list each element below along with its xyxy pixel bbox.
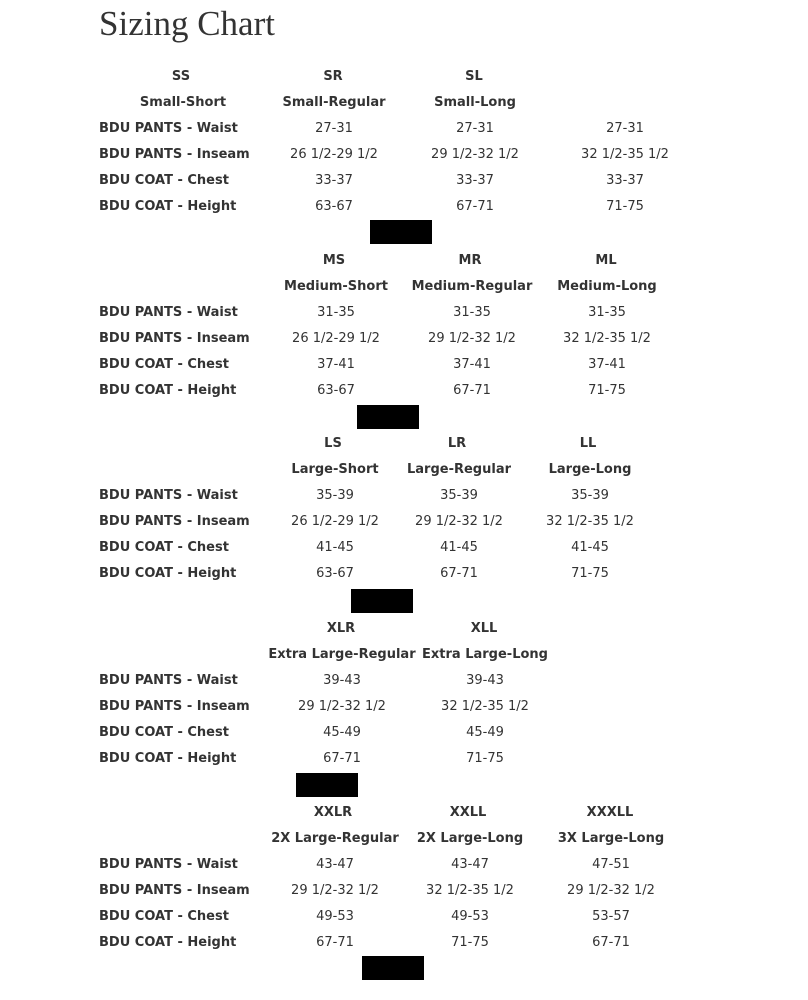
table-cell: 39-43 (466, 673, 504, 688)
size-name: Large-Regular (406, 462, 512, 477)
redaction-bar (362, 956, 424, 980)
row-label: BDU COAT - Chest (99, 909, 229, 924)
row-label: BDU PANTS - Inseam (99, 883, 250, 898)
table-cell: 63-67 (317, 383, 355, 398)
table-cell: 71-75 (451, 935, 489, 950)
row-label: BDU PANTS - Waist (99, 305, 238, 320)
table-cell: 29 1/2-32 1/2 (567, 883, 655, 898)
table-cell: 63-67 (316, 566, 354, 581)
table-cell: 29 1/2-32 1/2 (431, 147, 519, 162)
table-cell: 41-45 (316, 540, 354, 555)
table-cell: 27-31 (606, 121, 644, 136)
table-cell: 63-67 (315, 199, 353, 214)
size-code: LS (324, 436, 342, 451)
size-code: MS (322, 253, 346, 268)
table-cell: 33-37 (456, 173, 494, 188)
table-cell: 35-39 (440, 488, 478, 503)
table-cell: 71-75 (466, 751, 504, 766)
size-name: 2X Large-Long (416, 831, 524, 846)
size-code: XXXLL (586, 805, 634, 820)
table-cell: 32 1/2-35 1/2 (426, 883, 514, 898)
row-label: BDU COAT - Chest (99, 173, 229, 188)
row-label: BDU COAT - Height (99, 383, 237, 398)
size-code: SR (323, 69, 343, 84)
table-cell: 26 1/2-29 1/2 (291, 514, 379, 529)
table-cell: 41-45 (440, 540, 478, 555)
table-cell: 71-75 (606, 199, 644, 214)
row-label: BDU PANTS - Waist (99, 121, 238, 136)
row-label: BDU COAT - Chest (99, 725, 229, 740)
table-cell: 29 1/2-32 1/2 (428, 331, 516, 346)
table-cell: 37-41 (588, 357, 626, 372)
size-code: XXLL (449, 805, 487, 820)
size-name: Medium-Long (557, 279, 657, 294)
size-code: ML (595, 253, 617, 268)
size-name: Medium-Regular (411, 279, 533, 294)
table-cell: 26 1/2-29 1/2 (292, 331, 380, 346)
table-cell: 29 1/2-32 1/2 (415, 514, 503, 529)
table-cell: 43-47 (451, 857, 489, 872)
size-code: LL (579, 436, 597, 451)
table-cell: 67-71 (440, 566, 478, 581)
table-cell: 47-51 (592, 857, 630, 872)
table-cell: 32 1/2-35 1/2 (546, 514, 634, 529)
table-cell: 71-75 (588, 383, 626, 398)
table-cell: 35-39 (571, 488, 609, 503)
table-cell: 32 1/2-35 1/2 (581, 147, 669, 162)
row-label: BDU PANTS - Inseam (99, 699, 250, 714)
table-cell: 53-57 (592, 909, 630, 924)
size-name: 3X Large-Long (557, 831, 665, 846)
table-cell: 31-35 (317, 305, 355, 320)
table-cell: 33-37 (315, 173, 353, 188)
row-label: BDU COAT - Height (99, 199, 237, 214)
table-cell: 41-45 (571, 540, 609, 555)
row-label: BDU COAT - Height (99, 566, 237, 581)
table-cell: 32 1/2-35 1/2 (441, 699, 529, 714)
row-label: BDU COAT - Chest (99, 357, 229, 372)
table-cell: 27-31 (456, 121, 494, 136)
row-label: BDU PANTS - Waist (99, 857, 238, 872)
table-cell: 26 1/2-29 1/2 (290, 147, 378, 162)
table-cell: 27-31 (315, 121, 353, 136)
size-name: Small-Long (434, 95, 516, 110)
row-label: BDU COAT - Height (99, 935, 237, 950)
redaction-bar (296, 773, 358, 797)
size-name: Extra Large-Regular (268, 647, 416, 662)
table-cell: 37-41 (453, 357, 491, 372)
size-code: XXLR (313, 805, 353, 820)
table-cell: 67-71 (456, 199, 494, 214)
size-code: XLR (326, 621, 356, 636)
table-cell: 31-35 (588, 305, 626, 320)
size-code: SL (465, 69, 483, 84)
table-cell: 39-43 (323, 673, 361, 688)
table-cell: 45-49 (323, 725, 361, 740)
size-name: Small-Regular (282, 95, 386, 110)
table-cell: 35-39 (316, 488, 354, 503)
size-name: Small-Short (139, 95, 227, 110)
table-cell: 45-49 (466, 725, 504, 740)
row-label: BDU PANTS - Inseam (99, 147, 250, 162)
size-code: XLL (470, 621, 498, 636)
row-label: BDU PANTS - Inseam (99, 514, 250, 529)
size-code: SS (171, 69, 191, 84)
table-cell: 67-71 (323, 751, 361, 766)
redaction-bar (370, 220, 432, 244)
table-cell: 33-37 (606, 173, 644, 188)
size-code: LR (447, 436, 467, 451)
table-cell: 49-53 (316, 909, 354, 924)
table-cell: 32 1/2-35 1/2 (563, 331, 651, 346)
table-cell: 29 1/2-32 1/2 (291, 883, 379, 898)
table-cell: 43-47 (316, 857, 354, 872)
row-label: BDU PANTS - Waist (99, 673, 238, 688)
size-name: Large-Short (291, 462, 379, 477)
row-label: BDU COAT - Height (99, 751, 237, 766)
table-cell: 67-71 (592, 935, 630, 950)
redaction-bar (357, 405, 419, 429)
table-cell: 31-35 (453, 305, 491, 320)
row-label: BDU COAT - Chest (99, 540, 229, 555)
table-cell: 49-53 (451, 909, 489, 924)
table-cell: 37-41 (317, 357, 355, 372)
row-label: BDU PANTS - Waist (99, 488, 238, 503)
table-cell: 29 1/2-32 1/2 (298, 699, 386, 714)
size-name: Extra Large-Long (422, 647, 548, 662)
row-label: BDU PANTS - Inseam (99, 331, 250, 346)
size-name: 2X Large-Regular (271, 831, 399, 846)
page-title: Sizing Chart (99, 4, 275, 43)
size-name: Medium-Short (284, 279, 388, 294)
size-name: Large-Long (548, 462, 632, 477)
size-code: MR (458, 253, 482, 268)
table-cell: 71-75 (571, 566, 609, 581)
table-cell: 67-71 (453, 383, 491, 398)
redaction-bar (351, 589, 413, 613)
table-cell: 67-71 (316, 935, 354, 950)
